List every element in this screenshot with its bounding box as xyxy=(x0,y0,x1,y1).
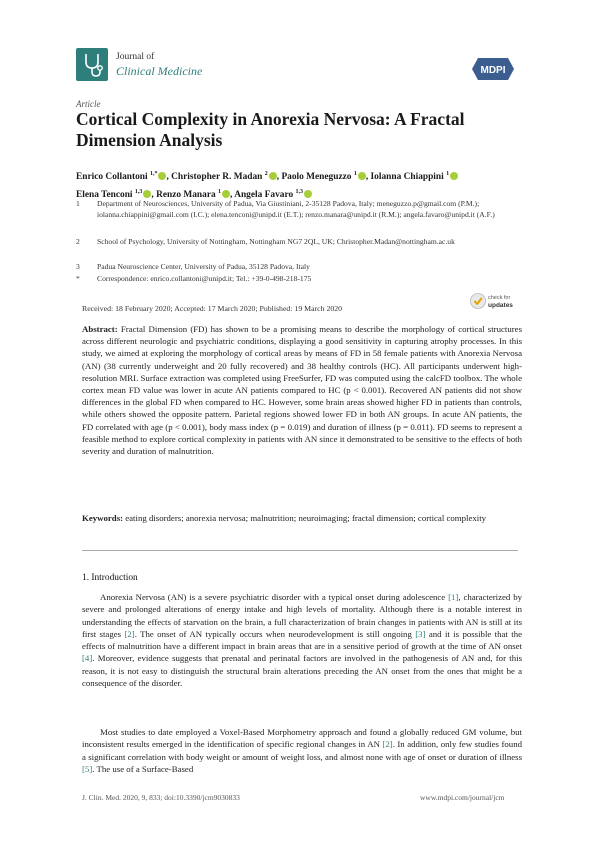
affiliation-text: School of Psychology, University of Nottingham, Nottingham NG7 2QL, UK; Christopher.Madan@nottingham.ac.uk xyxy=(97,237,455,246)
citation-link[interactable]: [4] xyxy=(82,653,93,664)
intro-paragraph-1 xyxy=(82,591,522,689)
author-affiliation-marker: 1,3 xyxy=(295,189,303,196)
journal-of-text: Journal of xyxy=(116,52,155,62)
updates-text: updates xyxy=(488,302,513,309)
abstract xyxy=(82,323,522,457)
citation-link[interactable]: [3] xyxy=(415,628,426,639)
mdpi-logo xyxy=(470,54,516,84)
paragraph-text: . Moreover, evidence suggests that prenatal and perinatal factors are involved in the pathogenesis of AN and, for this reason, it is not easy to distinguish the structural brain alterations preceding the AN onset from the ones that might be a consequence of the disorder. xyxy=(82,653,522,689)
article-type: Article xyxy=(76,99,101,109)
keywords-text: eating disorders; anorexia nervosa; malnutrition; neuroimaging; fractal dimension; cortical complexity xyxy=(125,513,487,523)
paragraph-text: Anorexia Nervosa (AN) is a severe psychiatric disorder with a typical onset during adolescence xyxy=(100,592,449,602)
orcid-icon[interactable] xyxy=(358,172,366,180)
correspondence-text: Correspondence: enrico.collantoni@unipd.it; Tel.: +39-0-498-218-175 xyxy=(97,274,312,283)
affiliation-number: * xyxy=(76,274,80,283)
footer-citation: J. Clin. Med. 2020, 9, 833; doi:10.3390/jcm9030833 xyxy=(82,793,240,802)
affiliation-number: 2 xyxy=(76,237,80,246)
affiliation-number: 1 xyxy=(76,199,80,208)
affiliation-text: Department of Neurosciences, University of Padua, Via Giustiniani, 2-35128 Padova, Italy; meneguzzo.p@gmail.com (P.M.); iolanna.chiappini@gmail.com (I.C.); elena.tenconi@unipd.it (E.T.); renzo.manara@unipd.it (R.M.); angela.favaro@unipd.it (A.F.) xyxy=(97,199,495,220)
citation-link[interactable]: [5] xyxy=(82,763,93,774)
keywords-label: Keywords: xyxy=(82,513,124,523)
affiliation-text: Padua Neuroscience Center, University of Padua, 35128 Padova, Italy xyxy=(97,262,310,271)
journal-logo xyxy=(76,48,108,81)
author-name: Paolo Meneguzzo xyxy=(281,172,354,183)
publication-dates: Received: 18 February 2020; Accepted: 17 March 2020; Published: 19 March 2020 xyxy=(82,304,343,313)
mdpi-label: MDPI xyxy=(480,65,506,76)
author-name: Iolanna Chiappini xyxy=(370,172,447,183)
author-name: Enrico Collantoni xyxy=(76,172,150,183)
abstract-label: Abstract: xyxy=(82,324,118,334)
paragraph-text: . The use of a Surface-Based xyxy=(92,763,194,774)
author-name: Angela Favaro xyxy=(234,190,296,201)
footer-url[interactable]: www.mdpi.com/journal/jcm xyxy=(420,793,505,802)
check-for-updates-badge[interactable] xyxy=(470,290,518,312)
author-separator: , xyxy=(166,172,172,183)
author-affiliation-marker: 1,3 xyxy=(134,189,143,196)
check-for-text: check for xyxy=(488,295,511,301)
paragraph-text: and it is possible that the effects of malnutrition have a different impact in brain areas that are in a sensitive period of growth at the time of AN onset xyxy=(82,628,522,652)
citation-link[interactable]: [2] xyxy=(382,739,393,750)
affiliation-number: 3 xyxy=(76,262,80,271)
citation-link[interactable]: [2] xyxy=(124,628,135,639)
author-separator: , xyxy=(365,172,371,183)
author-line-1 xyxy=(76,167,521,185)
paragraph-text: , characterized by severe and prolonged alterations of energy intake and high levels of mortality. Although there is a notable interest in understanding the effects of starvation on the brain, a full characterization of brain changes in patients with AN is still at its first stages xyxy=(82,592,522,639)
author-affiliation-marker: 1 xyxy=(218,189,222,196)
abstract-text: Fractal Dimension (FD) has shown to be a promising means to describe the morphology of cortical structures across different neurologic and psychiatric conditions, displaying a good sensitivity in capturing atrophy processes. In this study, we aimed at exploring the morphology of cortical areas by means of FD in 58 female patients with Anorexia Nervosa (AN) (38 currently underweight and 20 fully recovered) and 38 healthy controls (HC). All participants underwent high-resolution MRI. Surface extraction was completed using FreeSurfer, FD was computed using the calcFD toolbox. The whole cortex mean FD value was lower in acute AN patients compared to HC (p < 0.001). Recovered AN patients did not show differences in the global FD when compared to HC. However, some brain areas showed higher FD in patients than controls, while others showed the opposite pattern. Parietal regions showed lower FD in both AN groups. In acute AN patients, the FD correlated with age (p < 0.001), body mass index (p = 0.019) and duration of illness (p = 0.011). FD seems to represent a feasible method to explore cortical complexity in patients with AN since it demonstrated to be sensitive to the effects of both severity and duration of malnutrition. xyxy=(82,324,523,457)
author-affiliation-marker: 1,* xyxy=(149,171,158,177)
correspondence xyxy=(76,273,521,285)
intro-paragraph-2 xyxy=(82,726,522,775)
paper-title: Cortical Complexity in Anorexia Nervosa: A Fractal Dimension Analysis xyxy=(76,109,465,150)
affiliation-2 xyxy=(76,236,521,259)
stethoscope-icon xyxy=(76,48,108,81)
author-separator: , xyxy=(276,172,282,183)
author-affiliation-marker: 2 xyxy=(264,171,268,177)
orcid-icon[interactable] xyxy=(269,172,277,180)
author-name: Renzo Manara xyxy=(156,190,219,201)
author-name: Elena Tenconi xyxy=(76,190,135,201)
author-affiliation-marker: 1 xyxy=(446,171,450,177)
section-heading: 1. Introduction xyxy=(82,573,138,583)
paragraph-text: . In addition, only few studies found a significant correlation with body weight or amount of weight loss, and almost none with age of onset or duration of illness xyxy=(82,739,522,762)
keywords xyxy=(82,512,522,524)
orcid-icon[interactable] xyxy=(450,172,458,180)
citation-link[interactable]: [1] xyxy=(448,592,459,602)
author-affiliation-marker: 1 xyxy=(353,171,357,177)
author-separator: , xyxy=(230,190,235,201)
section-divider xyxy=(82,550,518,551)
author-name: Christopher R. Madan xyxy=(171,172,265,183)
author-separator: , xyxy=(151,190,157,201)
journal-name: Clinical Medicine xyxy=(116,64,203,78)
paragraph-text: . The onset of AN typically occurs when neurodevelopment is still ongoing xyxy=(134,628,416,639)
affiliation-3 xyxy=(76,261,521,273)
affiliation-1 xyxy=(76,198,521,232)
paragraph-text: Most studies to date employed a Voxel-Based Morphometry approach and found a globally reduced GM volume, but inconsistent results emerged in the identification of specific regional changes in AN xyxy=(82,727,522,750)
